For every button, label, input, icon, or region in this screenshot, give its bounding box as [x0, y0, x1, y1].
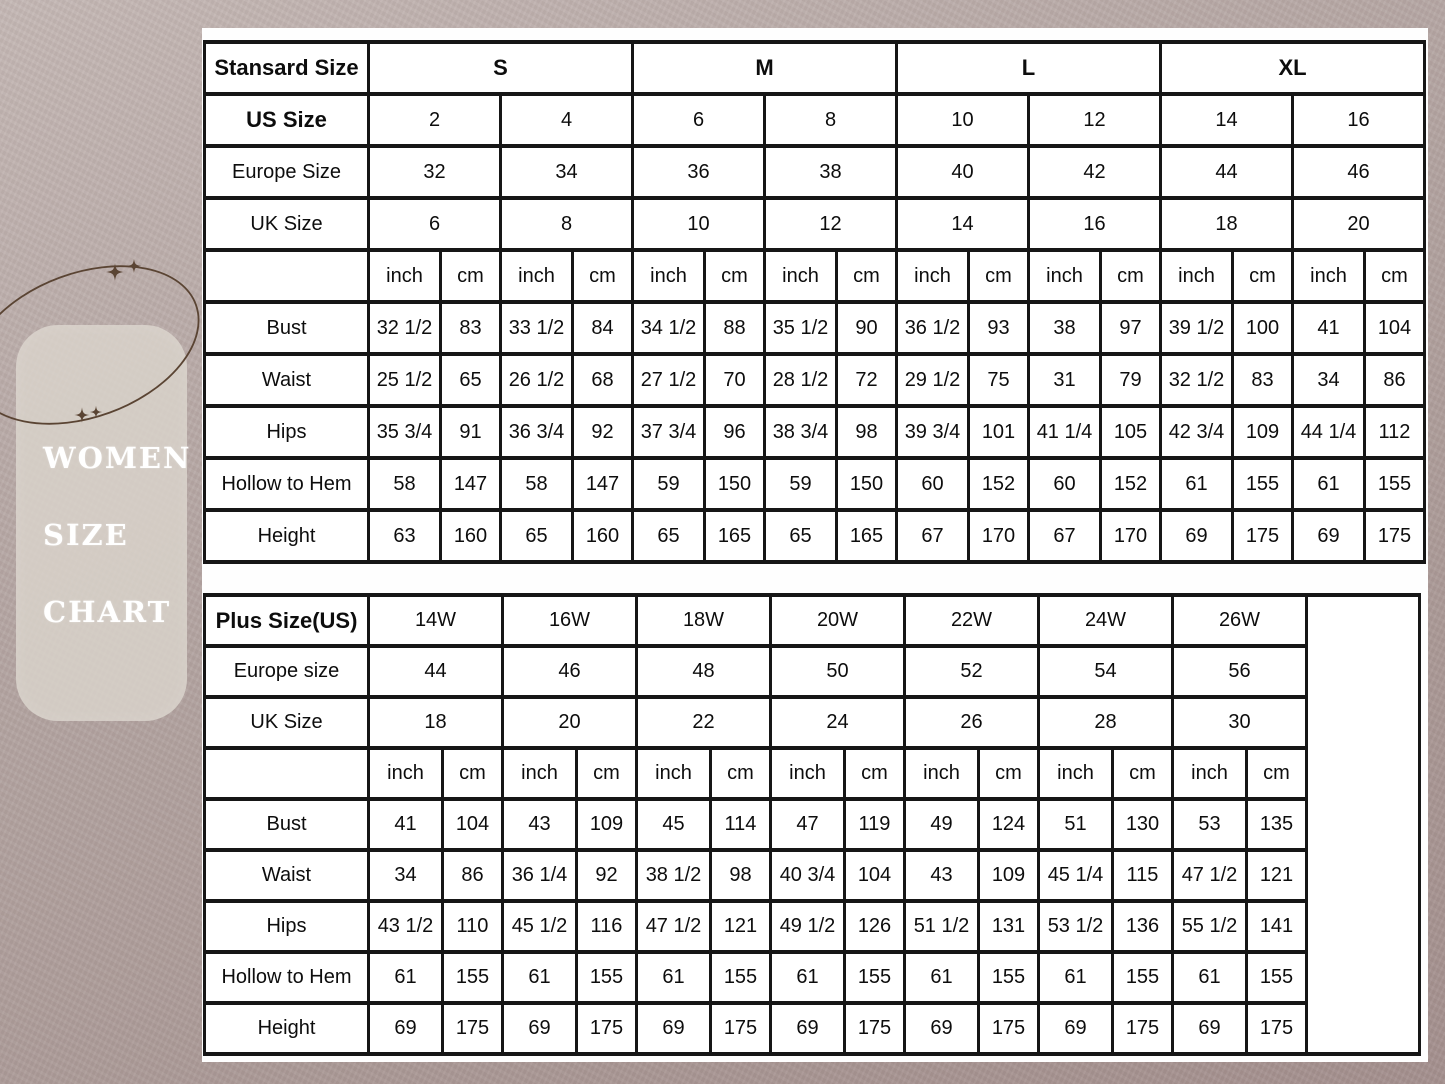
- size-value-cell: 175: [979, 1003, 1039, 1054]
- size-value-cell: 20: [503, 697, 637, 748]
- unit-header-cell: cm: [441, 250, 501, 302]
- size-value-cell: 155: [711, 952, 771, 1003]
- size-value-cell: 69: [1173, 1003, 1247, 1054]
- size-value-cell: 152: [1101, 458, 1161, 510]
- size-value-cell: 165: [837, 510, 897, 562]
- size-value-cell: 34: [369, 850, 443, 901]
- size-value-cell: 69: [637, 1003, 711, 1054]
- unit-header-cell: cm: [443, 748, 503, 799]
- size-value-cell: 112: [1365, 406, 1425, 458]
- size-value-cell: 22W: [905, 595, 1039, 646]
- title-line-size: SIZE: [43, 518, 129, 552]
- size-value-cell: 60: [897, 458, 969, 510]
- size-value-cell: 98: [711, 850, 771, 901]
- size-value-cell: 61: [1293, 458, 1365, 510]
- row-label-height: Height: [205, 510, 369, 562]
- size-value-cell: 38 3/4: [765, 406, 837, 458]
- size-value-cell: 47: [771, 799, 845, 850]
- title-line-chart: CHART: [43, 595, 172, 629]
- size-value-cell: 61: [905, 952, 979, 1003]
- table-row: [205, 146, 1425, 198]
- size-value-cell: 40 3/4: [771, 850, 845, 901]
- size-value-cell: 115: [1113, 850, 1173, 901]
- unit-header-cell: cm: [705, 250, 765, 302]
- size-value-cell: 42: [1029, 146, 1161, 198]
- size-value-cell: 53: [1173, 799, 1247, 850]
- size-value-cell: 104: [1365, 302, 1425, 354]
- row-label-europe-size: Europe size: [205, 646, 369, 697]
- size-value-cell: 47 1/2: [637, 901, 711, 952]
- size-value-cell: 105: [1101, 406, 1161, 458]
- size-value-cell: 104: [845, 850, 905, 901]
- table-row: [205, 302, 1425, 354]
- size-value-cell: 100: [1233, 302, 1293, 354]
- size-value-cell: 46: [503, 646, 637, 697]
- size-value-cell: 155: [1247, 952, 1307, 1003]
- size-value-cell: 96: [705, 406, 765, 458]
- size-value-cell: 147: [441, 458, 501, 510]
- size-value-cell: 24: [771, 697, 905, 748]
- size-value-cell: 101: [969, 406, 1029, 458]
- size-value-cell: 136: [1113, 901, 1173, 952]
- size-tables-panel: [202, 28, 1428, 1062]
- size-value-cell: 69: [905, 1003, 979, 1054]
- size-value-cell: 10: [633, 198, 765, 250]
- size-value-cell: 38: [765, 146, 897, 198]
- size-value-cell: 69: [503, 1003, 577, 1054]
- size-value-cell: 175: [711, 1003, 771, 1054]
- table-row: [205, 510, 1425, 562]
- size-value-cell: 147: [573, 458, 633, 510]
- size-value-cell: 26W: [1173, 595, 1307, 646]
- size-value-cell: 109: [577, 799, 637, 850]
- unit-header-cell: inch: [1029, 250, 1101, 302]
- unit-header-cell: inch: [1039, 748, 1113, 799]
- size-value-cell: 27 1/2: [633, 354, 705, 406]
- unit-header-cell: inch: [637, 748, 711, 799]
- unit-header-cell: inch: [503, 748, 577, 799]
- size-value-cell: 18W: [637, 595, 771, 646]
- unit-header-cell: inch: [501, 250, 573, 302]
- size-value-cell: 32 1/2: [369, 302, 441, 354]
- size-value-cell: 26: [905, 697, 1039, 748]
- size-value-cell: 42 3/4: [1161, 406, 1233, 458]
- size-m-header: M: [633, 42, 897, 94]
- size-value-cell: 24W: [1039, 595, 1173, 646]
- row-label-us-size: US Size: [205, 94, 369, 146]
- size-value-cell: 20W: [771, 595, 905, 646]
- size-value-cell: 165: [705, 510, 765, 562]
- unit-header-cell: cm: [711, 748, 771, 799]
- size-value-cell: 152: [969, 458, 1029, 510]
- size-value-cell: 59: [633, 458, 705, 510]
- unit-header-cell: cm: [573, 250, 633, 302]
- size-value-cell: 175: [1365, 510, 1425, 562]
- size-value-cell: 90: [837, 302, 897, 354]
- size-value-cell: 110: [443, 901, 503, 952]
- size-value-cell: 18: [369, 697, 503, 748]
- row-label-uk-size: UK Size: [205, 198, 369, 250]
- size-value-cell: 12: [1029, 94, 1161, 146]
- row-label-hips: Hips: [205, 901, 369, 952]
- size-value-cell: 69: [1161, 510, 1233, 562]
- row-label-bust: Bust: [205, 799, 369, 850]
- size-value-cell: 25 1/2: [369, 354, 441, 406]
- size-value-cell: 68: [573, 354, 633, 406]
- size-value-cell: 155: [1365, 458, 1425, 510]
- size-value-cell: 50: [771, 646, 905, 697]
- size-value-cell: 12: [765, 198, 897, 250]
- size-value-cell: 36 1/2: [897, 302, 969, 354]
- size-value-cell: 6: [633, 94, 765, 146]
- size-value-cell: 175: [845, 1003, 905, 1054]
- size-value-cell: 35 3/4: [369, 406, 441, 458]
- size-value-cell: 98: [837, 406, 897, 458]
- size-value-cell: 8: [765, 94, 897, 146]
- size-value-cell: 86: [1365, 354, 1425, 406]
- unit-header-cell: cm: [969, 250, 1029, 302]
- empty-right-column: [1307, 595, 1420, 1054]
- size-value-cell: 29 1/2: [897, 354, 969, 406]
- size-value-cell: 79: [1101, 354, 1161, 406]
- row-label-waist: Waist: [205, 354, 369, 406]
- unit-header-cell: cm: [979, 748, 1039, 799]
- unit-header-cell: inch: [897, 250, 969, 302]
- size-value-cell: 8: [501, 198, 633, 250]
- size-value-cell: 69: [369, 1003, 443, 1054]
- size-value-cell: 54: [1039, 646, 1173, 697]
- row-label-hips: Hips: [205, 406, 369, 458]
- unit-header-cell: inch: [765, 250, 837, 302]
- size-value-cell: 61: [1161, 458, 1233, 510]
- unit-header-cell: cm: [845, 748, 905, 799]
- size-value-cell: 175: [577, 1003, 637, 1054]
- size-value-cell: 14: [897, 198, 1029, 250]
- size-s-header: S: [369, 42, 633, 94]
- table-row: [205, 354, 1425, 406]
- size-xl-header: XL: [1161, 42, 1425, 94]
- size-value-cell: 14W: [369, 595, 503, 646]
- size-value-cell: 58: [369, 458, 441, 510]
- table-row: [205, 42, 1425, 94]
- size-value-cell: 84: [573, 302, 633, 354]
- table-row: [205, 646, 1420, 697]
- size-value-cell: 38 1/2: [637, 850, 711, 901]
- size-value-cell: 16: [1293, 94, 1425, 146]
- row-label-height: Height: [205, 1003, 369, 1054]
- size-value-cell: 141: [1247, 901, 1307, 952]
- size-value-cell: 121: [1247, 850, 1307, 901]
- size-value-cell: 10: [897, 94, 1029, 146]
- size-value-cell: 67: [897, 510, 969, 562]
- size-value-cell: 41 1/4: [1029, 406, 1101, 458]
- size-value-cell: 69: [1293, 510, 1365, 562]
- table-row: [205, 198, 1425, 250]
- size-value-cell: 20: [1293, 198, 1425, 250]
- size-value-cell: 150: [837, 458, 897, 510]
- size-value-cell: 83: [1233, 354, 1293, 406]
- table-row: [205, 250, 1425, 302]
- size-value-cell: 69: [771, 1003, 845, 1054]
- size-value-cell: 91: [441, 406, 501, 458]
- size-value-cell: 92: [573, 406, 633, 458]
- size-value-cell: 44: [369, 646, 503, 697]
- size-value-cell: 45: [637, 799, 711, 850]
- size-value-cell: 175: [1113, 1003, 1173, 1054]
- unit-header-cell: inch: [1293, 250, 1365, 302]
- size-value-cell: 6: [369, 198, 501, 250]
- table-row: [205, 458, 1425, 510]
- unit-header-cell: inch: [633, 250, 705, 302]
- size-value-cell: 16W: [503, 595, 637, 646]
- size-value-cell: 72: [837, 354, 897, 406]
- size-value-cell: 67: [1029, 510, 1101, 562]
- size-value-cell: 43: [905, 850, 979, 901]
- size-value-cell: 38: [1029, 302, 1101, 354]
- size-value-cell: 35 1/2: [765, 302, 837, 354]
- size-value-cell: 97: [1101, 302, 1161, 354]
- empty-corner-cell: [205, 250, 369, 302]
- unit-header-cell: cm: [1233, 250, 1293, 302]
- size-value-cell: 109: [979, 850, 1039, 901]
- size-value-cell: 58: [501, 458, 573, 510]
- size-value-cell: 22: [637, 697, 771, 748]
- size-value-cell: 61: [1173, 952, 1247, 1003]
- size-l-header: L: [897, 42, 1161, 94]
- size-value-cell: 34: [1293, 354, 1365, 406]
- size-value-cell: 170: [969, 510, 1029, 562]
- size-value-cell: 65: [633, 510, 705, 562]
- table-row: [205, 406, 1425, 458]
- size-value-cell: 116: [577, 901, 637, 952]
- unit-header-cell: cm: [1365, 250, 1425, 302]
- size-value-cell: 44 1/4: [1293, 406, 1365, 458]
- size-value-cell: 175: [1247, 1003, 1307, 1054]
- size-value-cell: 36 3/4: [501, 406, 573, 458]
- table-row: [205, 1003, 1420, 1054]
- row-label-uk-size: UK Size: [205, 697, 369, 748]
- size-value-cell: 37 3/4: [633, 406, 705, 458]
- size-value-cell: 175: [443, 1003, 503, 1054]
- size-value-cell: 155: [443, 952, 503, 1003]
- size-value-cell: 49: [905, 799, 979, 850]
- size-value-cell: 32 1/2: [1161, 354, 1233, 406]
- size-value-cell: 52: [905, 646, 1039, 697]
- size-value-cell: 49 1/2: [771, 901, 845, 952]
- size-value-cell: 155: [577, 952, 637, 1003]
- size-value-cell: 28 1/2: [765, 354, 837, 406]
- size-value-cell: 170: [1101, 510, 1161, 562]
- size-value-cell: 63: [369, 510, 441, 562]
- row-label-europe-size: Europe Size: [205, 146, 369, 198]
- size-value-cell: 65: [765, 510, 837, 562]
- size-value-cell: 126: [845, 901, 905, 952]
- size-value-cell: 160: [441, 510, 501, 562]
- size-value-cell: 175: [1233, 510, 1293, 562]
- size-value-cell: 2: [369, 94, 501, 146]
- size-value-cell: 46: [1293, 146, 1425, 198]
- table-row: [205, 94, 1425, 146]
- row-label-waist: Waist: [205, 850, 369, 901]
- size-value-cell: 109: [1233, 406, 1293, 458]
- size-value-cell: 135: [1247, 799, 1307, 850]
- size-value-cell: 33 1/2: [501, 302, 573, 354]
- size-value-cell: 53 1/2: [1039, 901, 1113, 952]
- table-row: [205, 748, 1420, 799]
- size-value-cell: 119: [845, 799, 905, 850]
- size-value-cell: 131: [979, 901, 1039, 952]
- size-value-cell: 18: [1161, 198, 1293, 250]
- size-value-cell: 93: [969, 302, 1029, 354]
- size-value-cell: 39 3/4: [897, 406, 969, 458]
- plus-size-table: [203, 593, 1421, 1056]
- size-value-cell: 155: [1113, 952, 1173, 1003]
- size-value-cell: 88: [705, 302, 765, 354]
- size-value-cell: 43: [503, 799, 577, 850]
- unit-header-cell: inch: [369, 748, 443, 799]
- empty-corner-cell: [205, 748, 369, 799]
- size-value-cell: 36 1/4: [503, 850, 577, 901]
- size-value-cell: 41: [369, 799, 443, 850]
- plus-size-header: Plus Size(US): [205, 595, 369, 646]
- unit-header-cell: cm: [1247, 748, 1307, 799]
- size-value-cell: 41: [1293, 302, 1365, 354]
- size-value-cell: 61: [1039, 952, 1113, 1003]
- table-row: [205, 901, 1420, 952]
- size-value-cell: 4: [501, 94, 633, 146]
- size-value-cell: 130: [1113, 799, 1173, 850]
- unit-header-cell: inch: [771, 748, 845, 799]
- size-value-cell: 16: [1029, 198, 1161, 250]
- size-value-cell: 61: [637, 952, 711, 1003]
- size-value-cell: 48: [637, 646, 771, 697]
- size-value-cell: 34: [501, 146, 633, 198]
- table-row: [205, 595, 1420, 646]
- size-value-cell: 75: [969, 354, 1029, 406]
- unit-header-cell: inch: [1161, 250, 1233, 302]
- size-value-cell: 36: [633, 146, 765, 198]
- size-value-cell: 43 1/2: [369, 901, 443, 952]
- size-value-cell: 30: [1173, 697, 1307, 748]
- size-value-cell: 121: [711, 901, 771, 952]
- size-value-cell: 39 1/2: [1161, 302, 1233, 354]
- size-value-cell: 32: [369, 146, 501, 198]
- size-value-cell: 70: [705, 354, 765, 406]
- unit-header-cell: cm: [1113, 748, 1173, 799]
- size-value-cell: 31: [1029, 354, 1101, 406]
- row-label-bust: Bust: [205, 302, 369, 354]
- table-row: [205, 697, 1420, 748]
- unit-header-cell: cm: [1101, 250, 1161, 302]
- size-value-cell: 155: [1233, 458, 1293, 510]
- size-value-cell: 150: [705, 458, 765, 510]
- sparkle-icon: [74, 259, 141, 423]
- unit-header-cell: inch: [905, 748, 979, 799]
- standard-size-header: Stansard Size: [205, 42, 369, 94]
- title-line-women: WOMEN: [43, 441, 192, 475]
- size-value-cell: 47 1/2: [1173, 850, 1247, 901]
- table-row: [205, 799, 1420, 850]
- size-value-cell: 124: [979, 799, 1039, 850]
- row-label-hollow-to-hem: Hollow to Hem: [205, 952, 369, 1003]
- size-value-cell: 34 1/2: [633, 302, 705, 354]
- row-label-hollow-to-hem: Hollow to Hem: [205, 458, 369, 510]
- standard-size-table: [203, 40, 1426, 564]
- size-value-cell: 155: [979, 952, 1039, 1003]
- size-value-cell: 51: [1039, 799, 1113, 850]
- size-value-cell: 155: [845, 952, 905, 1003]
- size-value-cell: 65: [501, 510, 573, 562]
- size-value-cell: 45 1/2: [503, 901, 577, 952]
- size-value-cell: 56: [1173, 646, 1307, 697]
- size-value-cell: 45 1/4: [1039, 850, 1113, 901]
- size-value-cell: 14: [1161, 94, 1293, 146]
- unit-header-cell: inch: [1173, 748, 1247, 799]
- size-value-cell: 69: [1039, 1003, 1113, 1054]
- size-value-cell: 61: [503, 952, 577, 1003]
- size-value-cell: 104: [443, 799, 503, 850]
- size-value-cell: 59: [765, 458, 837, 510]
- size-value-cell: 55 1/2: [1173, 901, 1247, 952]
- size-value-cell: 40: [897, 146, 1029, 198]
- unit-header-cell: cm: [837, 250, 897, 302]
- size-value-cell: 60: [1029, 458, 1101, 510]
- ellipse-sparkle-decoration: [0, 252, 220, 442]
- size-value-cell: 51 1/2: [905, 901, 979, 952]
- size-value-cell: 44: [1161, 146, 1293, 198]
- size-value-cell: 65: [441, 354, 501, 406]
- size-value-cell: 28: [1039, 697, 1173, 748]
- size-value-cell: 83: [441, 302, 501, 354]
- table-row: [205, 952, 1420, 1003]
- size-value-cell: 61: [369, 952, 443, 1003]
- size-value-cell: 92: [577, 850, 637, 901]
- unit-header-cell: cm: [577, 748, 637, 799]
- size-value-cell: 160: [573, 510, 633, 562]
- size-value-cell: 61: [771, 952, 845, 1003]
- unit-header-cell: inch: [369, 250, 441, 302]
- size-value-cell: 114: [711, 799, 771, 850]
- size-value-cell: 86: [443, 850, 503, 901]
- size-value-cell: 26 1/2: [501, 354, 573, 406]
- table-row: [205, 850, 1420, 901]
